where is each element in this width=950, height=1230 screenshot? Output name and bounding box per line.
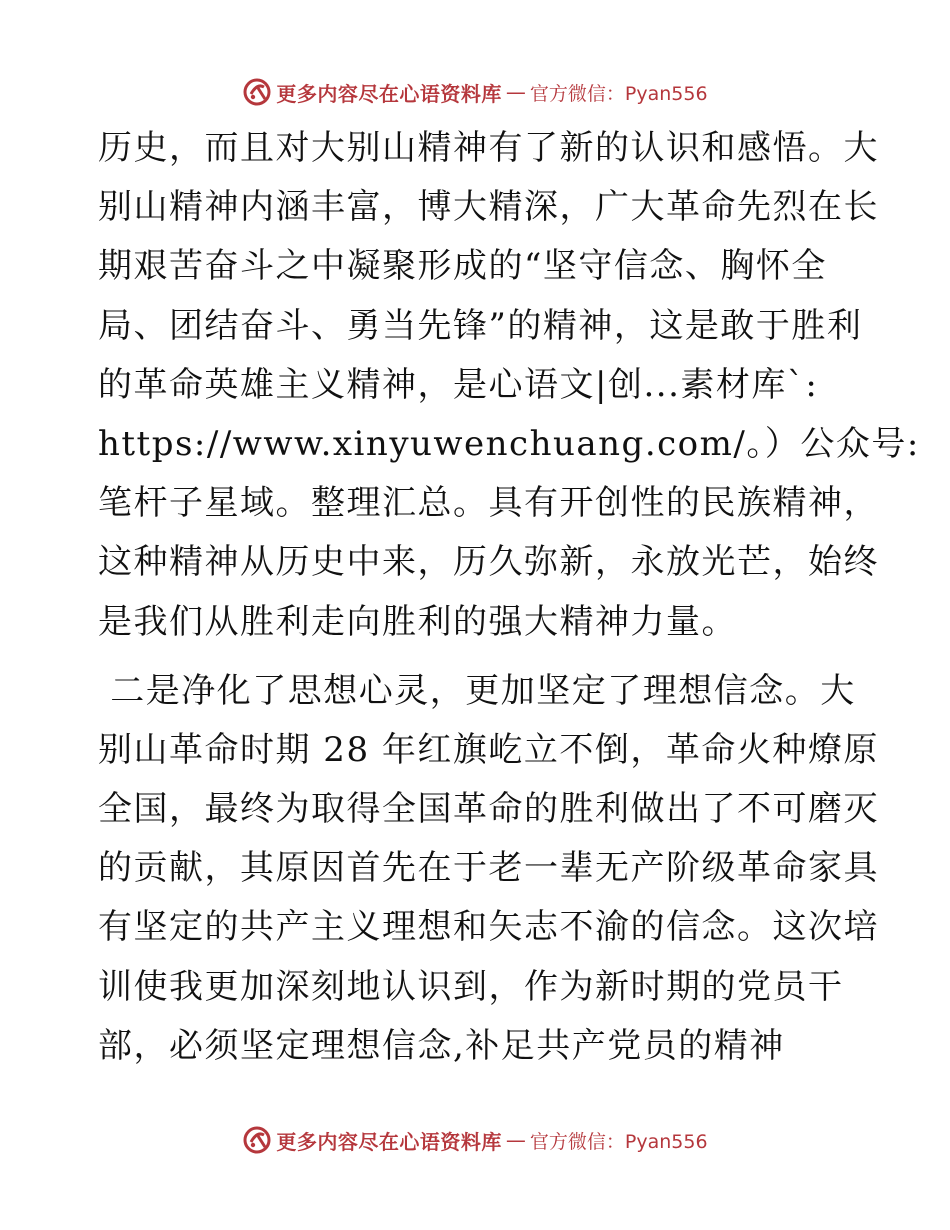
paragraph-2 (98, 662, 879, 1076)
paragraph-1 (98, 119, 920, 652)
text-line: 有坚定的共产主义理想和矢志不渝的信念。这次培 (98, 907, 879, 948)
banner-dash: — (505, 80, 526, 104)
text-line: https://www.xinyuwenchuang.com/。）公众号: (98, 423, 920, 464)
document-body (98, 119, 920, 1076)
text-line: 二是净化了思想心灵，更加坚定了理想信念。大 (98, 670, 856, 711)
text-line: 历史，而且对大别山精神有了新的认识和感悟。大 (98, 128, 879, 168)
xinyu-logo-icon (242, 1125, 272, 1155)
text-line: 期艰苦奋斗之中凝聚形成的“坚守信念、胸怀全 (98, 246, 827, 287)
footer-banner (0, 1122, 950, 1158)
banner-wechat-text: 官方微信：Pyan556 (529, 82, 708, 105)
banner-site-text: 更多内容尽在心语资料库 (276, 1129, 502, 1154)
text-line: 的革命英雄主义精神，是心语文|创...素材库`: (98, 364, 819, 405)
banner-dash: — (505, 1128, 526, 1152)
text-line: 训使我更加深刻地认识到，作为新时期的党员干 (98, 966, 844, 1007)
banner-site-text: 更多内容尽在心语资料库 (276, 81, 502, 106)
text-line: 是我们从胜利走向胜利的强大精神力量。 (98, 601, 737, 642)
text-line: 这种精神从历史中来，历久弥新，永放光芒，始终 (98, 542, 879, 583)
text-line: 笔杆子星域。整理汇总。具有开创性的民族精神， (98, 483, 879, 524)
text-line: 的贡献，其原因首先在于老一辈无产阶级革命家具 (98, 848, 879, 889)
header-banner (0, 74, 950, 110)
paragraph-gap (98, 652, 858, 662)
text-line: 全国，最终为取得全国革命的胜利做出了不可磨灭 (98, 789, 879, 830)
xinyu-logo-icon (242, 77, 272, 107)
text-line: 局、团结奋斗、勇当先锋”的精神，这是敢于胜利 (98, 305, 863, 346)
banner-wechat-text: 官方微信：Pyan556 (529, 1130, 708, 1153)
text-line: 别山革命时期 28 年红旗屹立不倒，革命火种燎原 (98, 729, 879, 770)
text-line: 别山精神内涵丰富，博大精深，广大革命先烈在长 (98, 187, 879, 228)
text-line: 部，必须坚定理想信念,补足共产党员的精神 (98, 1025, 785, 1066)
